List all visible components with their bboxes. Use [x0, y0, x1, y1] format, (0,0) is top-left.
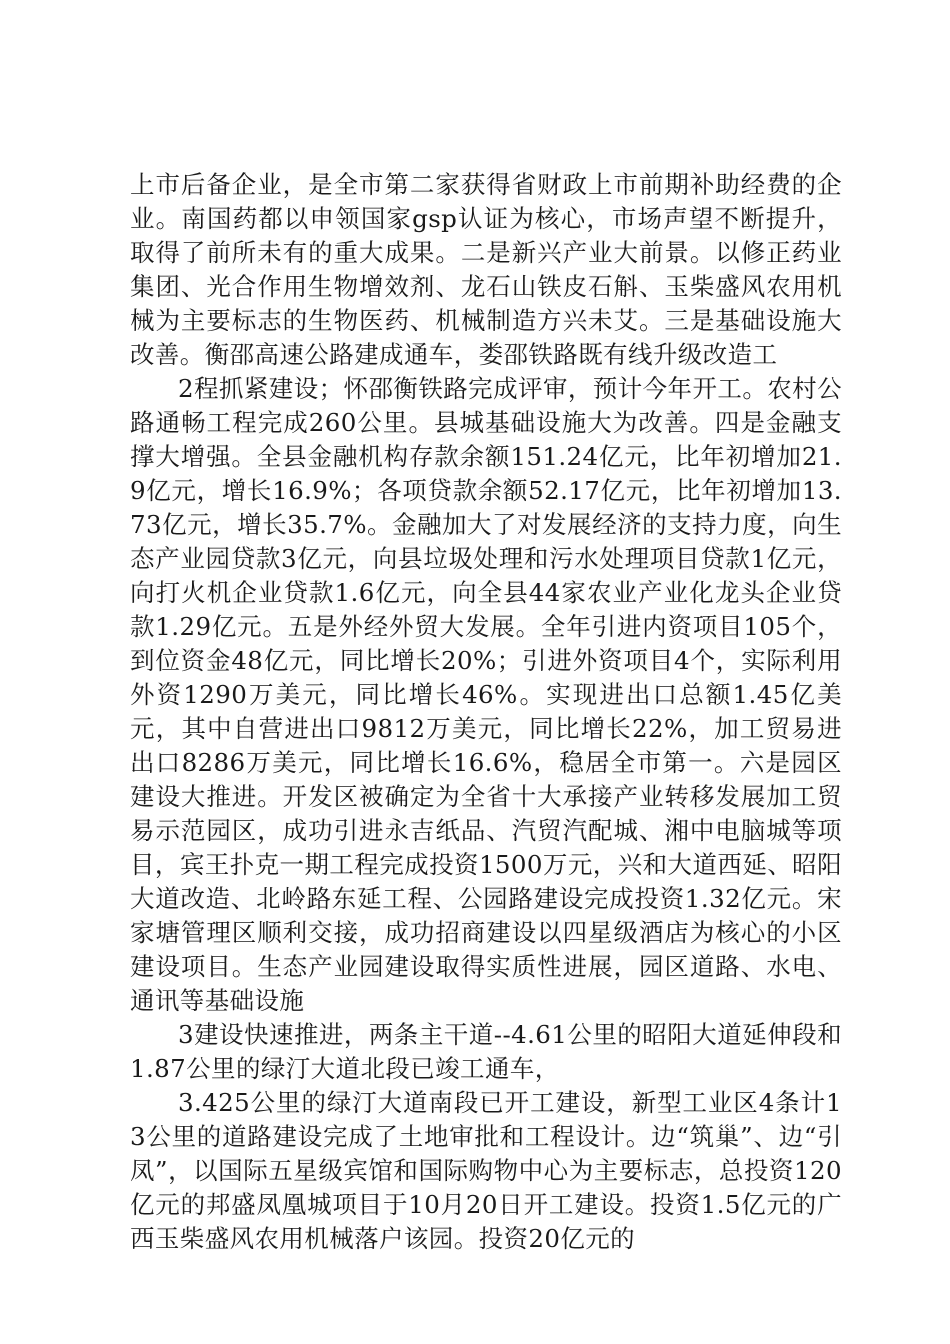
paragraph-4: 3.425公里的绿汀大道南段已开工建设，新型工业区4条计13公里的道路建设完成了土地审批和工程设计。边“筑巢”、边“引凤”，以国际五星级宾馆和国际购物中心为主要标志，总投资120亿元的邦盛凤凰城项目于10月20日开工建设。投资1.5亿元的广西玉柴盛风农用机械落户该园。投资20亿元的: [130, 1088, 842, 1253]
paragraph-1: 上市后备企业，是全市第二家获得省财政上市前期补助经费的企业。南国药都以申领国家gsp认证为核心，市场声望不断提升，取得了前所未有的重大成果。二是新兴产业大前景。以修正药业集团、光合作用生物增效剂、龙石山铁皮石斛、玉柴盛风农用机械为主要标志的生物医药、机械制造方兴未艾。三是基础设施大改善。衡邵高速公路建成通车，娄邵铁路既有线升级改造工: [130, 170, 842, 369]
paragraph-2: 2程抓紧建设；怀邵衡铁路完成评审，预计今年开工。农村公路通畅工程完成260公里。县城基础设施大为改善。四是金融支撑大增强。全县金融机构存款余额151.24亿元，比年初增加21.9亿元，增长16.9%；各项贷款余额52.17亿元，比年初增加13.73亿元，增长35.7%。金融加大了对发展经济的支持力度，向生态产业园贷款3亿元，向县垃圾处理和污水处理项目贷款1亿元，向打火机企业贷款1.6亿元，向全县44家农业产业化龙头企业贷款1.29亿元。五是外经外贸大发展。全年引进内资项目105个，到位资金48亿元，同比增长20%；引进外资项目4个，实际利用外资1290万美元，同比增长46%。实现进出口总额1.45亿美元，其中自营进出口9812万美元，同比增长22%，加工贸易进出口8286万美元，同比增长16.6%，稳居全市第一。六是园区建设大推进。开发区被确定为全省十大承接产业转移发展加工贸易示范园区，成功引进永吉纸品、汽贸汽配城、湘中电脑城等项目，宾王扑克一期工程完成投资1500万元，兴和大道西延、昭阳大道改造、北岭路东延工程、公园路建设完成投资1.32亿元。宋家塘管理区顺利交接，成功招商建设以四星级酒店为核心的小区建设项目。生态产业园建设取得实质性进展，园区道路、水电、通讯等基础设施: [130, 374, 842, 1015]
paragraph-3: 3建设快速推进，两条主干道--4.61公里的昭阳大道延伸段和1.87公里的绿汀大道北段已竣工通车，: [130, 1020, 842, 1083]
document-page: [130, 168, 842, 1256]
